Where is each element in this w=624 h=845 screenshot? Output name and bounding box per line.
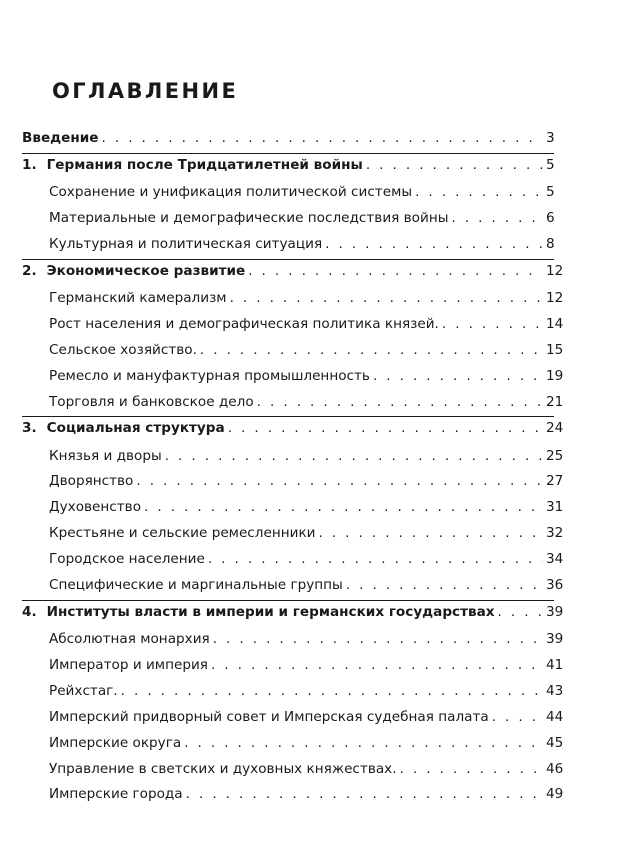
- toc-page-number: 12: [546, 262, 564, 279]
- toc-subentry[interactable]: [22, 233, 554, 259]
- toc-entry-label: Культурная и политическая ситуация: [49, 235, 323, 252]
- toc-page-number: 14: [546, 315, 564, 332]
- dot-leader: [400, 758, 543, 780]
- toc-page-number: 39: [546, 603, 564, 620]
- page-title: ОГЛАВЛЕНИЕ: [52, 79, 239, 103]
- toc-page-number: 31: [546, 499, 564, 516]
- dot-leader: [213, 628, 543, 650]
- toc-subentry[interactable]: [22, 391, 564, 417]
- toc-entry-label: Введение: [22, 130, 99, 146]
- dot-leader: [211, 654, 543, 676]
- dot-leader: [165, 445, 543, 467]
- toc-subentry[interactable]: [22, 287, 564, 313]
- toc-page-number: 3: [546, 130, 555, 146]
- dot-leader: [208, 548, 543, 570]
- chapter-number: 1.: [22, 156, 37, 173]
- chapter-number: 4.: [22, 603, 37, 620]
- toc-entry-label: Управление в светских и духовных княжествах.: [49, 760, 397, 777]
- toc-entry-label: Институты власти в империи и германских государствах: [46, 603, 495, 620]
- dot-leader: [498, 601, 543, 623]
- toc-entry-label: Ремесло и мануфактурная промышленность: [49, 367, 370, 384]
- toc-page-number: 41: [546, 657, 564, 673]
- toc-page-number: 5: [546, 184, 555, 201]
- toc-chapter-2[interactable]: [22, 260, 564, 287]
- toc-entry-label: Материальные и демографические последствия войны: [49, 209, 449, 226]
- toc-page-number: 24: [546, 420, 564, 437]
- toc-entry-label: Имперские округа: [49, 734, 182, 751]
- toc-entry-label: Дворянство: [49, 473, 134, 490]
- toc-page-number: 44: [546, 708, 564, 725]
- dot-leader: [257, 391, 543, 413]
- toc-page-number: 21: [546, 393, 564, 410]
- toc-entry-label: Рейхстаг.: [49, 682, 118, 699]
- dot-leader: [442, 313, 543, 335]
- toc-subentry[interactable]: [22, 654, 564, 680]
- dot-leader: [136, 470, 543, 492]
- toc-subentry[interactable]: [22, 680, 564, 706]
- toc-subentry[interactable]: [22, 445, 564, 471]
- toc-page-number: 39: [546, 631, 564, 648]
- dot-leader: [366, 154, 543, 176]
- dot-leader: [121, 680, 543, 702]
- toc-entry-label: Социальная структура: [46, 420, 225, 437]
- toc-entry-label: Экономическое развитие: [46, 262, 246, 279]
- toc-entry-label: Рост населения и демографическая политика князей.: [49, 315, 439, 332]
- toc-entry-label: Сохранение и унификация политической системы: [49, 184, 413, 201]
- toc-subentry[interactable]: [22, 548, 564, 574]
- toc-subentry[interactable]: [22, 783, 564, 809]
- toc-page-number: 45: [546, 734, 564, 751]
- toc-entry-label: Городское население: [49, 551, 205, 568]
- toc-entry-label: Император и империя: [49, 657, 208, 673]
- toc-subentry[interactable]: [22, 706, 564, 732]
- toc-entry-label: Германский камерализм: [49, 289, 227, 306]
- toc-page-number: 5: [546, 156, 555, 173]
- toc-page-number: 36: [546, 577, 564, 594]
- toc-subentry[interactable]: [22, 522, 564, 548]
- dot-leader: [415, 181, 543, 203]
- dot-leader: [325, 233, 543, 255]
- dot-leader: [346, 574, 543, 596]
- dot-leader: [319, 522, 544, 544]
- toc-entry-label: Имперские города: [49, 786, 183, 803]
- dot-leader: [373, 365, 543, 387]
- toc-subentry[interactable]: [22, 496, 564, 522]
- dot-leader: [186, 783, 543, 805]
- toc-page-number: 27: [546, 473, 564, 490]
- toc-page-number: 46: [546, 760, 564, 777]
- chapter-number: 3.: [22, 420, 37, 437]
- toc-page-number: 6: [546, 209, 555, 226]
- dot-leader: [200, 339, 543, 361]
- toc-subentry[interactable]: [22, 628, 564, 654]
- toc-entry-label: Имперский придворный совет и Имперская судебная палата: [49, 708, 489, 725]
- dot-leader: [228, 417, 543, 439]
- dot-leader: [144, 496, 543, 518]
- toc-chapter-3[interactable]: [22, 417, 564, 444]
- toc-entry-label: Специфические и маргинальные группы: [49, 577, 343, 594]
- toc-subentry[interactable]: [22, 758, 564, 784]
- toc-page-number: 25: [546, 447, 564, 464]
- toc-page-number: 8: [546, 235, 555, 252]
- dot-leader: [451, 207, 543, 229]
- dot-leader: [230, 287, 543, 309]
- toc-subentry[interactable]: [22, 574, 564, 600]
- toc-entry-label: Германия после Тридцатилетней войны: [46, 156, 363, 173]
- toc-entry-label: Абсолютная монархия: [49, 631, 210, 648]
- dot-leader: [248, 260, 543, 282]
- toc-entry-label: Крестьяне и сельские ремесленники: [49, 525, 316, 542]
- toc-entry-label: Князья и дворы: [49, 447, 162, 464]
- toc-subentry[interactable]: [22, 207, 554, 233]
- toc-chapter-1[interactable]: [22, 154, 554, 181]
- toc-page-number: 43: [546, 682, 564, 699]
- chapter-number: 2.: [22, 262, 37, 279]
- toc-entry-introduction[interactable]: [22, 127, 554, 153]
- toc-page-number: 49: [546, 786, 564, 803]
- toc-subentry[interactable]: [22, 470, 564, 496]
- toc-page-number: 34: [546, 551, 564, 568]
- toc-page-number: 15: [546, 341, 564, 358]
- dot-leader: [184, 732, 543, 754]
- toc-subentry[interactable]: [22, 339, 564, 365]
- toc-entry-label: Духовенство: [49, 499, 142, 516]
- table-of-contents: [22, 127, 564, 809]
- toc-subentry[interactable]: [22, 181, 554, 207]
- toc-entry-label: Торговля и банковское дело: [49, 393, 254, 410]
- dot-leader: [102, 127, 543, 149]
- dot-leader: [492, 706, 543, 728]
- toc-page-number: 12: [546, 289, 564, 306]
- toc-chapter-4[interactable]: [22, 601, 564, 628]
- toc-subentry[interactable]: [22, 732, 564, 758]
- toc-entry-label: Сельское хозяйство.: [49, 341, 197, 358]
- toc-subentry[interactable]: [22, 313, 564, 339]
- toc-subentry[interactable]: [22, 365, 564, 391]
- toc-page-number: 32: [546, 525, 564, 542]
- toc-page-number: 19: [546, 367, 564, 384]
